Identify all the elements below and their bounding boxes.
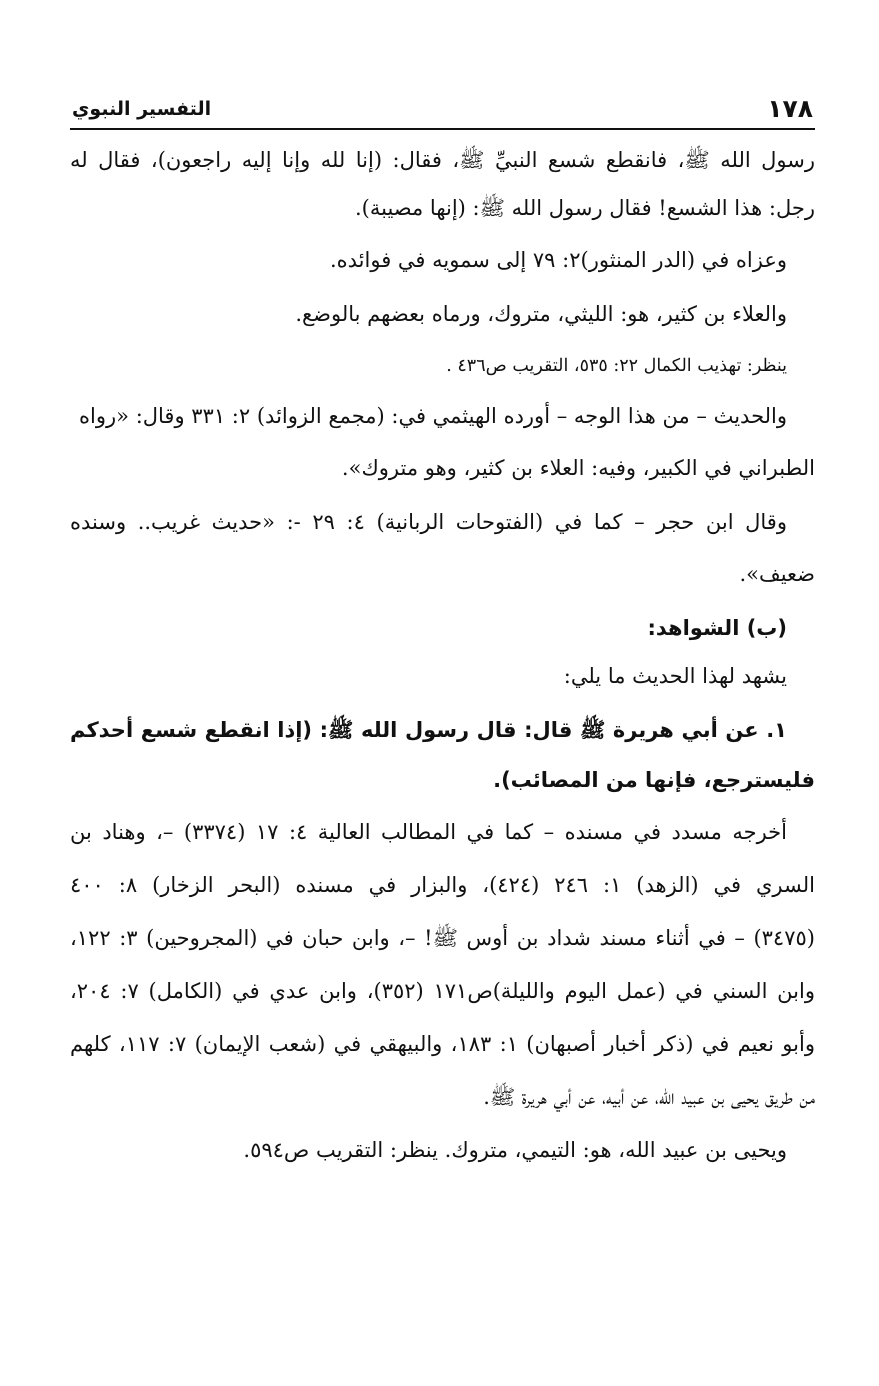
text-line: الطبراني في الكبير، وفيه: العلاء بن كثير، وهو متروك». bbox=[341, 456, 815, 480]
text-line: والحديث – من هذا الوجه – أورده الهيثمي في: (مجمع الزوائد) ٢: ٣٣١ وقال: «رواه bbox=[79, 404, 787, 428]
running-title: التفسير النبوي bbox=[72, 98, 212, 120]
section-heading: (ب) الشواهد: bbox=[647, 616, 787, 640]
text-line: رسول الله ﷺ، فانقطع شسع النبيِّ ﷺ، فقال: (إنا لله وإنا إليه راجعون)، فقال له bbox=[70, 148, 815, 172]
text-line: وابن السني في (عمل اليوم والليلة)ص١٧١ (٣٥٢)، وابن عدي في (الكامل) ٧: ٢٠٤، bbox=[70, 979, 815, 1003]
hadith-text: ١. عن أبي هريرة ﷺ قال: قال رسول الله ﷺ: (إذا انقطع شسع أحدكم bbox=[70, 718, 787, 742]
text-line: وأبو نعيم في (ذكر أخبار أصبهان) ١: ١٨٣، والبيهقي في (شعب الإيمان) ٧: ١١٧، كلهم bbox=[70, 1032, 815, 1056]
text-line: السري في (الزهد) ١: ٢٤٦ (٤٢٤)، والبزار في مسنده (البحر الزخار) ٨: ٤٠٠ bbox=[70, 873, 815, 897]
text-line: ضعيف». bbox=[739, 562, 815, 586]
hadith-text: فليسترجع، فإنها من المصائب). bbox=[493, 768, 815, 792]
text-line: يشهد لهذا الحديث ما يلي: bbox=[563, 664, 787, 688]
text-line: وعزاه في (الدر المنثور)٢: ٧٩ إلى سمويه في فوائده. bbox=[329, 248, 787, 272]
text-line: ويحيى بن عبيد الله، هو: التيمي، متروك. ينظر: التقريب ص٥٩٤. bbox=[243, 1138, 787, 1162]
text-line: والعلاء بن كثير، هو: الليثي، متروك، ورماه بعضهم بالوضع. bbox=[295, 302, 787, 326]
page-number: ١٧٨ bbox=[767, 94, 813, 123]
text-line: رجل: هذا الشسع! فقال رسول الله ﷺ: (إنها مصيبة). bbox=[354, 196, 815, 220]
text-line: من طريق يحيى بن عبيد الله، عن أبيه، عن أبي هريرة ﷺ. bbox=[483, 1085, 815, 1109]
text-line: وقال ابن حجر – كما في (الفتوحات الربانية) ٤: ٢٩ -: «حديث غريب.. وسنده bbox=[70, 510, 787, 534]
reference-note: ينظر: تهذيب الكمال ٢٢: ٥٣٥، التقريب ص٤٣٦ . bbox=[446, 356, 787, 376]
text-line: أخرجه مسدد في مسنده – كما في المطالب العالية ٤: ١٧ (٣٣٧٤) –، وهناد بن bbox=[70, 820, 787, 844]
book-page bbox=[70, 92, 815, 1162]
text-line: (٣٤٧٥) – في أثناء مسند شداد بن أوس ﷺ! –، وابن حبان في (المجروحين) ٣: ١٢٢، bbox=[70, 926, 815, 950]
page-header bbox=[70, 92, 815, 130]
